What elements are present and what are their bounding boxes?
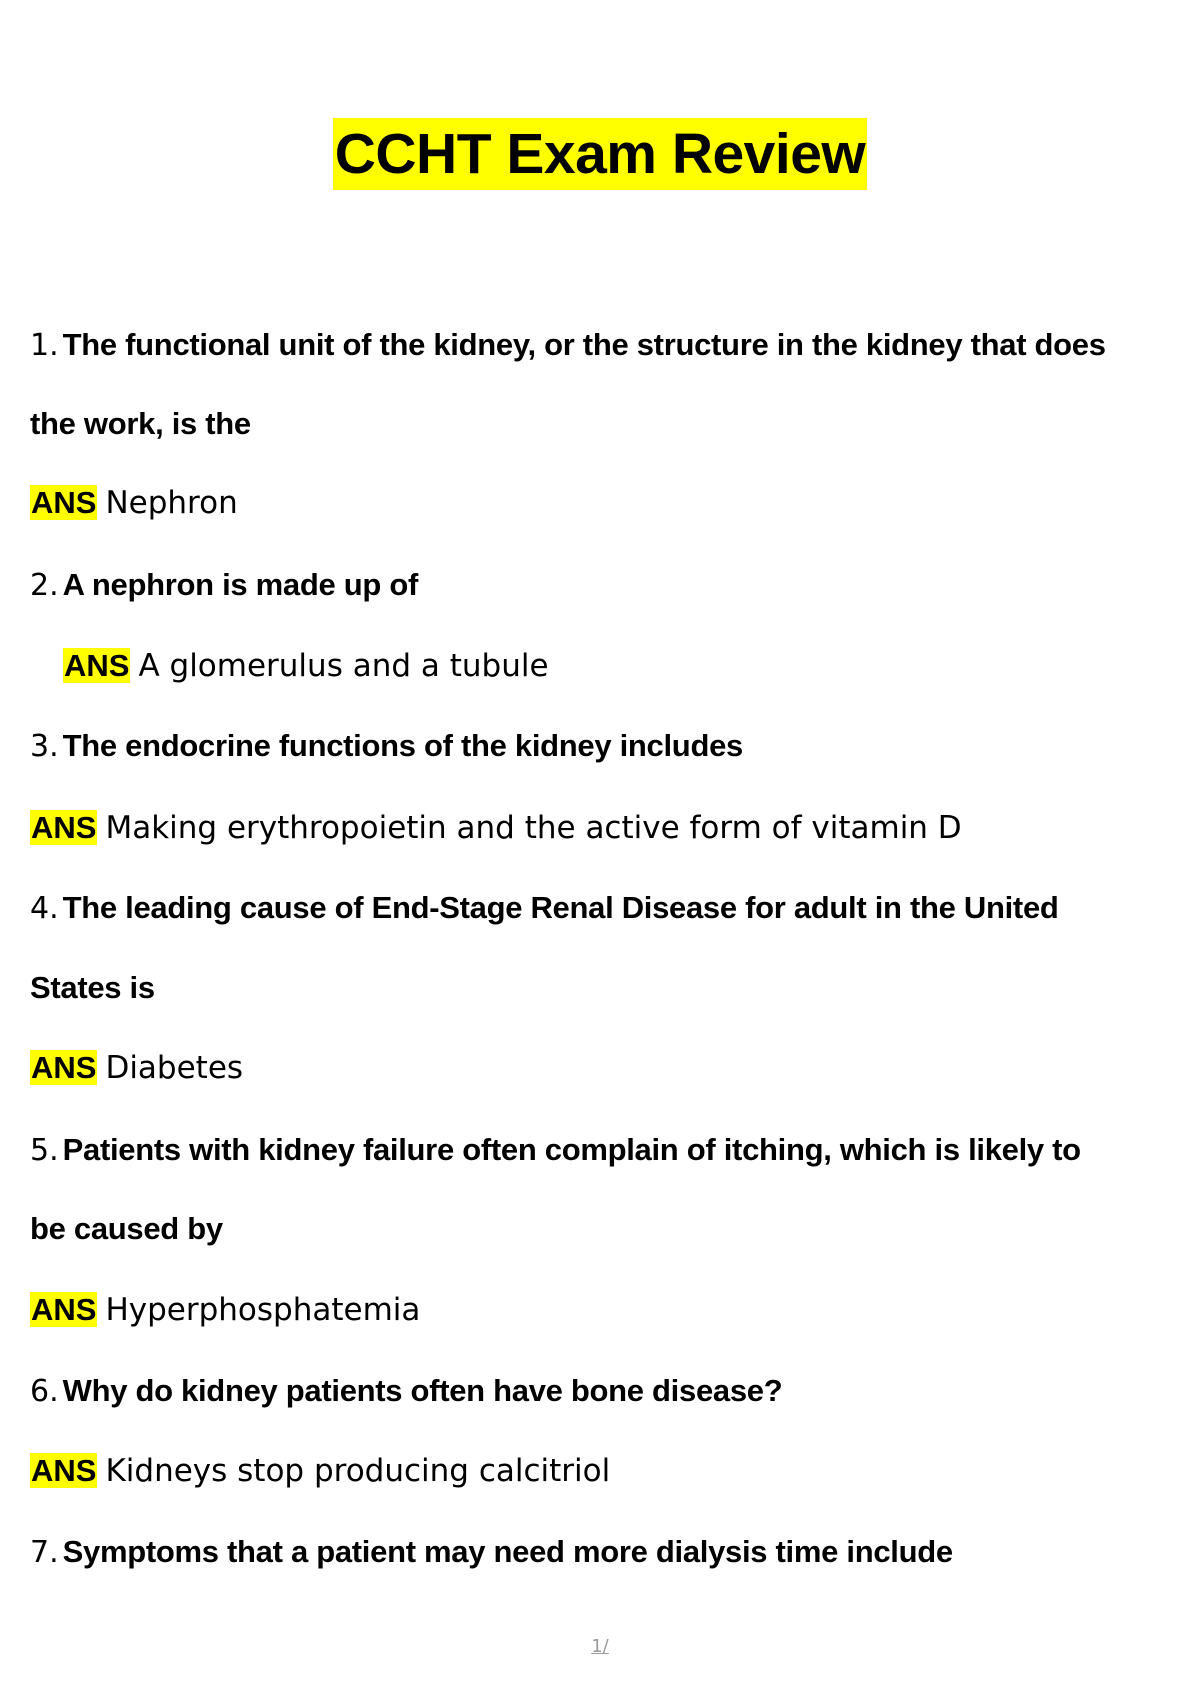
answer-label: ANS [64, 648, 130, 683]
question-text: The functional unit of the kidney, or the structure in the kidney that does [62, 327, 1106, 362]
page-number: 1/ [591, 1636, 609, 1657]
answer-label: ANS [31, 1292, 97, 1327]
question-5-continued [30, 1209, 223, 1249]
answer-4 [30, 1048, 243, 1088]
question-text: be caused by [30, 1211, 223, 1246]
page-title: CCHT Exam Review [333, 118, 868, 190]
answer-text: Kidneys stop producing calcitriol [105, 1453, 611, 1489]
answer-1 [30, 483, 238, 523]
answer-text: Making erythropoietin and the active form of vitamin D [105, 810, 962, 846]
question-text: States is [30, 970, 155, 1005]
question-text: the work, is the [30, 406, 251, 441]
answer-6 [30, 1451, 610, 1491]
question-4-continued [30, 968, 155, 1008]
question-number: 7. [30, 1535, 59, 1570]
answer-3 [30, 808, 962, 848]
question-3 [30, 726, 743, 766]
answer-5 [30, 1290, 420, 1330]
answer-2 [63, 646, 549, 686]
answer-text: Diabetes [105, 1050, 244, 1086]
answer-text: A glomerulus and a tubule [138, 648, 549, 684]
question-text: Symptoms that a patient may need more dialysis time include [62, 1534, 953, 1569]
title-container [0, 118, 1200, 190]
question-number: 6. [30, 1374, 59, 1409]
question-text: Why do kidney patients often have bone disease? [62, 1373, 783, 1408]
answer-label: ANS [31, 1050, 97, 1085]
question-number: 4. [30, 891, 59, 926]
answer-label: ANS [31, 1453, 97, 1488]
question-number: 2. [30, 568, 59, 603]
question-text: Patients with kidney failure often complain of itching, which is likely to [62, 1132, 1081, 1167]
answer-label: ANS [31, 485, 97, 520]
answer-label: ANS [31, 810, 97, 845]
question-1 [30, 325, 1106, 365]
question-number: 3. [30, 729, 59, 764]
question-number: 1. [30, 328, 59, 363]
question-5 [30, 1130, 1081, 1170]
question-text: The leading cause of End-Stage Renal Disease for adult in the United [62, 890, 1059, 925]
question-number: 5. [30, 1133, 59, 1168]
question-7 [30, 1532, 953, 1572]
question-text: The endocrine functions of the kidney includes [62, 728, 743, 763]
question-2 [30, 565, 418, 605]
question-1-continued [30, 404, 251, 444]
question-4 [30, 888, 1059, 928]
answer-text: Nephron [105, 485, 238, 521]
answer-text: Hyperphosphatemia [105, 1292, 421, 1328]
question-text: A nephron is made up of [62, 567, 418, 602]
question-6 [30, 1371, 782, 1411]
